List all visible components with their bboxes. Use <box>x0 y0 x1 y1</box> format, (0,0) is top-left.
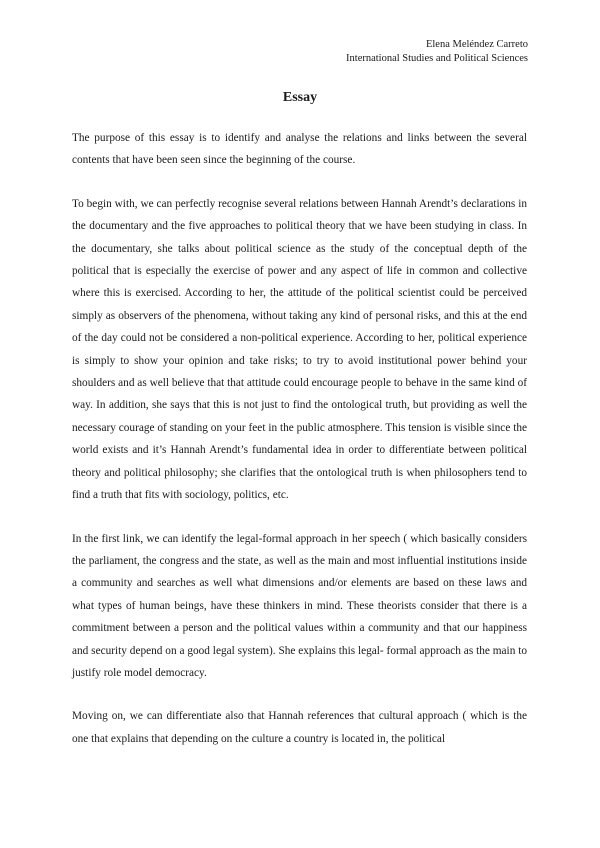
document-title: Essay <box>282 90 318 105</box>
paragraph-arendt: To begin with, we can perfectly recognise several relations between Hannah Arendt’s declarations in the documentary and the five approaches to political theory that we have been studying in class. In the documentary, she talks about political science as the study of the conceptual depth of the political that is especially the exercise of power and any aspect of life in common and collective where this is exercised. According to her, the attitude of the political scientist could be perceived simply as observers of the phenomena, without taking any kind of personal risks, and this at the end of the day could not be considered a non-political experience. According to her, political experience is simply to show your opinion and take risks; to try to avoid institutional power behind your shoulders and as well believe that that attitude could encourage people to behave in the same kind of way. In addition, she says that this is not just to find the ontological truth, but providing as well the necessary courage of standing on your feet in the public atmosphere. This tension is visible since the world exists and it’s Hannah Arendt’s fundamental idea in order to differentiate between political theory and political philosophy; she clarifies that the ontological truth is when philosophers tend to find a truth that fits with sociology, politics, etc. <box>72 197 527 502</box>
document-header <box>346 38 528 66</box>
document-body <box>72 127 527 771</box>
author-name: Elena Meléndez Carreto <box>425 39 528 50</box>
paragraph-intro: The purpose of this essay is to identify and analyse the relations and links between the several contents that have been seen since the beginning of the course. <box>72 132 527 167</box>
paragraph-cultural: Moving on, we can differentiate also that Hannah references that cultural approach ( which is the one that explains that depending on the culture a country is located in, the political <box>72 710 527 745</box>
paragraph-legal-formal: In the first link, we can identify the legal-formal approach in her speech ( which basically considers the parliament, the congress and the state, as well as the main and most influential institutions inside a community and searches as well what dimensions and/or elements are based on these laws and what types of human beings, have these thinkers in mind. These theorists consider that there is a commitment between a person and the political values within a community and that our happiness and security depend on a good legal system). She explains this legal- formal approach as the main to justify role model democracy. <box>72 532 527 679</box>
program-name: International Studies and Political Sciences <box>346 53 528 64</box>
